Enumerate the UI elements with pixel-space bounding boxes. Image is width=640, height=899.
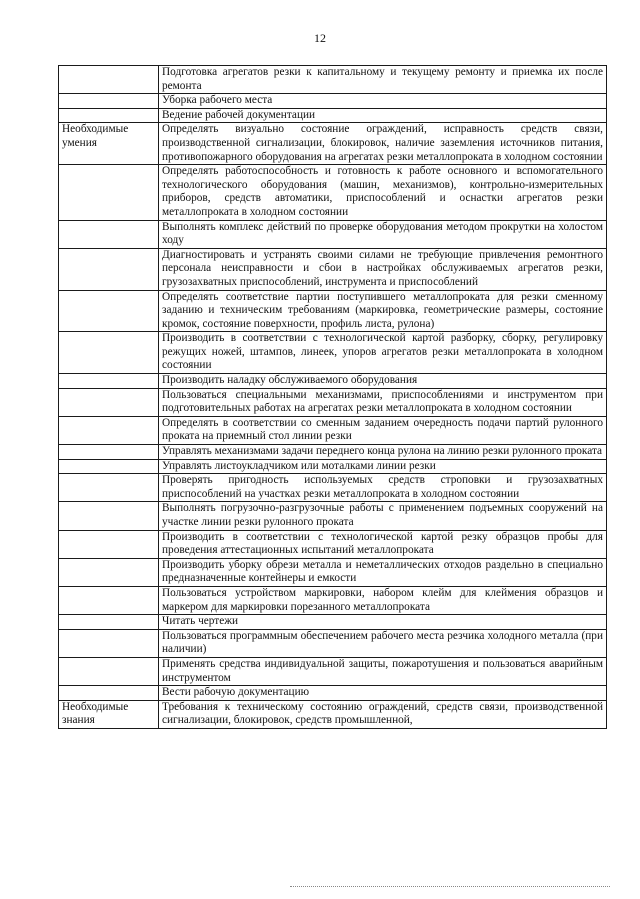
row-label [59, 332, 159, 374]
table-row [59, 66, 607, 94]
table-row [59, 700, 607, 728]
table-row [59, 615, 607, 630]
table-row [59, 108, 607, 123]
table-row [59, 248, 607, 290]
table-row [59, 388, 607, 416]
row-text: Выполнять погрузочно-разгрузочные работы с применением подъемных сооружений на участке линии резки рулонного проката [159, 502, 607, 530]
row-label [59, 165, 159, 220]
row-text: Пользоваться специальными механизмами, приспособлениями и инструментом при подготовительных работах на агрегатах резки металлопроката в холодном состоянии [159, 388, 607, 416]
row-label-skills: Необходимые умения [59, 123, 159, 165]
table-row [59, 94, 607, 109]
row-text: Применять средства индивидуальной защиты, пожаротушения и пользоваться аварийным инструментом [159, 657, 607, 685]
row-text: Диагностировать и устранять своими силами не требующие привлечения ремонтного персонала неисправности и сбои в настройках обслуживаемых агрегатов резки, грузозахватных приспособлений, инструмента и приспособлений [159, 248, 607, 290]
table-row [59, 220, 607, 248]
row-label [59, 445, 159, 460]
row-label [59, 108, 159, 123]
row-text: Ведение рабочей документации [159, 108, 607, 123]
row-text: Подготовка агрегатов резки к капитальному и текущему ремонту и приемка их после ремонта [159, 66, 607, 94]
row-text: Производить в соответствии с технологической картой резку образцов пробы для проведения аттестационных испытаний металлопроката [159, 530, 607, 558]
row-text: Производить в соответствии с технологической картой разборку, сборку, регулировку режущих ножей, штампов, линеек, упоров агрегатов резки металлопроката в холодном состоянии [159, 332, 607, 374]
row-label [59, 388, 159, 416]
row-label [59, 657, 159, 685]
row-text: Читать чертежи [159, 615, 607, 630]
table-row [59, 586, 607, 614]
table-row [59, 530, 607, 558]
row-text: Определять соответствие партии поступившего металлопроката для резки сменному заданию и техническим требованиям (маркировка, геометрические размеры, состояние кромок, состояние поверхности, профиль листа, рулона) [159, 290, 607, 332]
row-label [59, 530, 159, 558]
row-text: Определять визуально состояние ограждений, исправность средств связи, производственной сигнализации, блокировок, наличие заземления источников питания, противопожарного оборудования на агрегатах резки металлопроката в холодном состоянии [159, 123, 607, 165]
table-row [59, 459, 607, 474]
row-text: Производить наладку обслуживаемого оборудования [159, 374, 607, 389]
row-text: Определять в соответствии со сменным заданием очередность подачи партий рулонного проката на приемный стол линии резки [159, 416, 607, 444]
table-row [59, 686, 607, 701]
table-row [59, 374, 607, 389]
row-label [59, 686, 159, 701]
table-row [59, 123, 607, 165]
row-label [59, 374, 159, 389]
scan-edge-divider [290, 886, 610, 887]
page-number: 12 [314, 31, 326, 45]
row-label [59, 459, 159, 474]
row-text: Уборка рабочего места [159, 94, 607, 109]
row-label [59, 290, 159, 332]
row-text: Вести рабочую документацию [159, 686, 607, 701]
row-text: Управлять механизмами задачи переднего конца рулона на линию резки рулонного проката [159, 445, 607, 460]
row-label [59, 416, 159, 444]
table-row [59, 558, 607, 586]
row-label [59, 220, 159, 248]
table-row [59, 290, 607, 332]
row-text: Определять работоспособность и готовность к работе основного и вспомогательного технологического оборудования (машин, механизмов), контрольно-измерительных приборов, средств автоматики, приспособлений и оснастки агрегатов резки металлопроката в холодном состоянии [159, 165, 607, 220]
table-row [59, 445, 607, 460]
row-text: Производить уборку обрези металла и неметаллических отходов раздельно в специально предназначенные контейнеры и емкости [159, 558, 607, 586]
row-text: Проверять пригодность используемых средств строповки и грузозахватных приспособлений на участках резки металлопроката в холодном состоянии [159, 474, 607, 502]
table-row [59, 502, 607, 530]
row-text: Требования к техническому состоянию ограждений, средств связи, производственной сигнализации, блокировок, средств промышленной, [159, 700, 607, 728]
row-label [59, 66, 159, 94]
table-row [59, 657, 607, 685]
table-row [59, 165, 607, 220]
row-label [59, 629, 159, 657]
row-label [59, 502, 159, 530]
competency-table [58, 65, 607, 729]
table-row [59, 474, 607, 502]
row-label [59, 558, 159, 586]
row-text: Управлять листоукладчиком или моталками линии резки [159, 459, 607, 474]
table-row [59, 416, 607, 444]
row-label [59, 474, 159, 502]
row-text: Пользоваться устройством маркировки, набором клейм для клеймения образцов и маркером для маркировки порезанного металлопроката [159, 586, 607, 614]
row-label [59, 586, 159, 614]
row-label [59, 615, 159, 630]
row-text: Выполнять комплекс действий по проверке оборудования методом прокрутки на холостом ходу [159, 220, 607, 248]
table-row [59, 629, 607, 657]
row-text: Пользоваться программным обеспечением рабочего места резчика холодного металла (при наличии) [159, 629, 607, 657]
row-label-knowledge: Необходимые знания [59, 700, 159, 728]
row-label [59, 248, 159, 290]
table-row [59, 332, 607, 374]
row-label [59, 94, 159, 109]
